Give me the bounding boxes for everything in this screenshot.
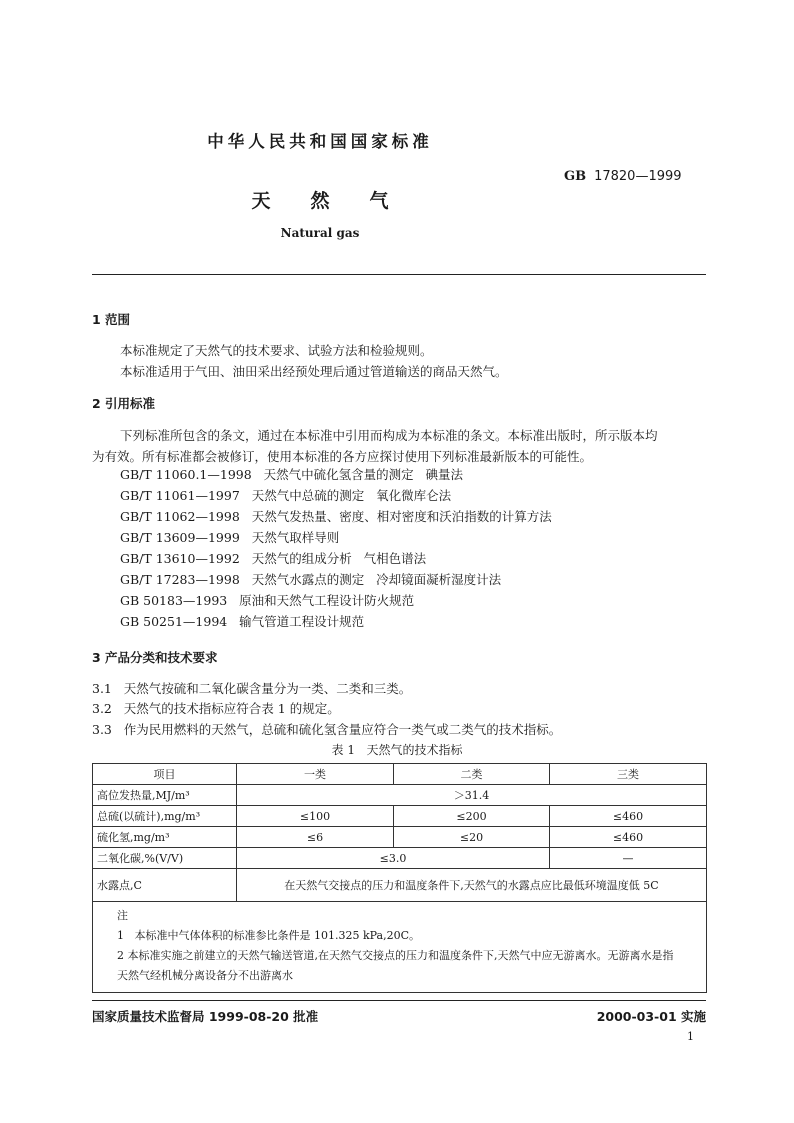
table-cell: — [550,848,707,869]
section-1-heading: 1 范围 [92,312,131,327]
table-cell: ≤200 [394,806,550,827]
standard-number [564,169,682,184]
reference-item: GB/T 11061—1997 天然气中总硫的测定 氧化微库仑法 [120,488,452,503]
document-title: 天然气 [251,190,429,212]
table-cell: ≤20 [394,827,550,848]
standard-prefix: GB [564,169,587,184]
reference-item: GB 50183—1993 原油和天然气工程设计防火规范 [120,593,415,608]
row-label: 二氧化碳,%(V/V) [93,848,237,869]
table-caption: 表 1 天然气的技术指标 [331,743,463,757]
section-2-intro-line-2: 为有效。所有标准都会被修订，使用本标准的各方应探讨使用下列标准最新版本的可能性。 [92,449,593,464]
document-title-english: Natural gas [280,226,360,240]
table-cell: ≤3.0 [237,848,550,869]
clause-3-1: 3.1 天然气按硫和二氧化碳含量分为一类、二类和三类。 [92,681,412,696]
table-cell: ≤460 [550,806,707,827]
reference-item: GB 50251—1994 输气管道工程设计规范 [120,614,365,629]
table-row [93,806,707,827]
table-cell: ≤6 [237,827,394,848]
clause-3-3: 3.3 作为民用燃料的天然气，总硫和硫化氢含量应符合一类气或二类气的技术指标。 [92,722,562,737]
reference-item: GB/T 17283—1998 天然气水露点的测定 冷却镜面凝析湿度计法 [120,572,502,587]
table-row [93,848,707,869]
reference-item: GB/T 11062—1998 天然气发热量、密度、相对密度和沃泊指数的计算方法 [120,509,552,524]
notes-title: 注 [117,909,128,922]
table-notes [93,902,707,993]
header-cell: 项目 [93,764,237,785]
table-row [93,869,707,902]
header-cell: 一类 [237,764,394,785]
section-2-intro-line-1: 下列标准所包含的条文，通过在本标准中引用而构成为本标准的条文。本标准出版时，所示版本均 [120,428,658,443]
reference-item: GB/T 13610—1992 天然气的组成分析 气相色谱法 [120,551,427,566]
table-cell: ＞31.4 [237,785,707,806]
standard-code: 17820—1999 [594,169,682,184]
section-2-heading: 2 引用标准 [92,396,156,411]
note-2: 2 本标准实施之前建立的天然气输送管道,在天然气交接点的压力和温度条件下,天然气中应无游离水。无游离水是指天然气经机械分离设备分不出游离水 [117,949,674,982]
reference-list [120,464,552,632]
table-cell: ≤460 [550,827,707,848]
header-cell: 三类 [550,764,707,785]
header-divider [92,274,706,275]
table-cell: 在天然气交接点的压力和温度条件下,天然气的水露点应比最低环境温度低 5C [237,869,707,902]
table-notes-row [93,902,707,993]
approval-statement: 国家质量技术监督局 1999-08-20 批准 [92,1009,319,1024]
page-number: 1 [687,1030,694,1043]
table-header-row [93,764,707,785]
issuing-organization: 中华人民共和国国家标准 [207,132,433,151]
section-1-paragraph-2: 本标准适用于气田、油田采出经预处理后通过管道输送的商品天然气。 [120,364,508,379]
row-label: 高位发热量,MJ/m³ [93,785,237,806]
row-label: 总硫(以硫计),mg/m³ [93,806,237,827]
clause-3-2: 3.2 天然气的技术指标应符合表 1 的规定。 [92,701,340,716]
header-cell: 二类 [394,764,550,785]
table-cell: ≤100 [237,806,394,827]
row-label: 水露点,C [93,869,237,902]
effective-date: 2000-03-01 实施 [596,1009,706,1024]
section-3-heading: 3 产品分类和技术要求 [92,650,218,665]
section-1-paragraph-1: 本标准规定了天然气的技术要求、试验方法和检验规则。 [120,343,433,358]
note-1: 1 本标准中气体体积的标准参比条件是 101.325 kPa,20C。 [117,929,421,942]
footer-divider [92,1000,706,1001]
reference-item: GB/T 13609—1999 天然气取样导则 [120,530,340,545]
row-label: 硫化氢,mg/m³ [93,827,237,848]
reference-item: GB/T 11060.1—1998 天然气中硫化氢含量的测定 碘量法 [120,467,464,482]
table-row [93,827,707,848]
technical-spec-table [92,763,707,993]
table-row [93,785,707,806]
